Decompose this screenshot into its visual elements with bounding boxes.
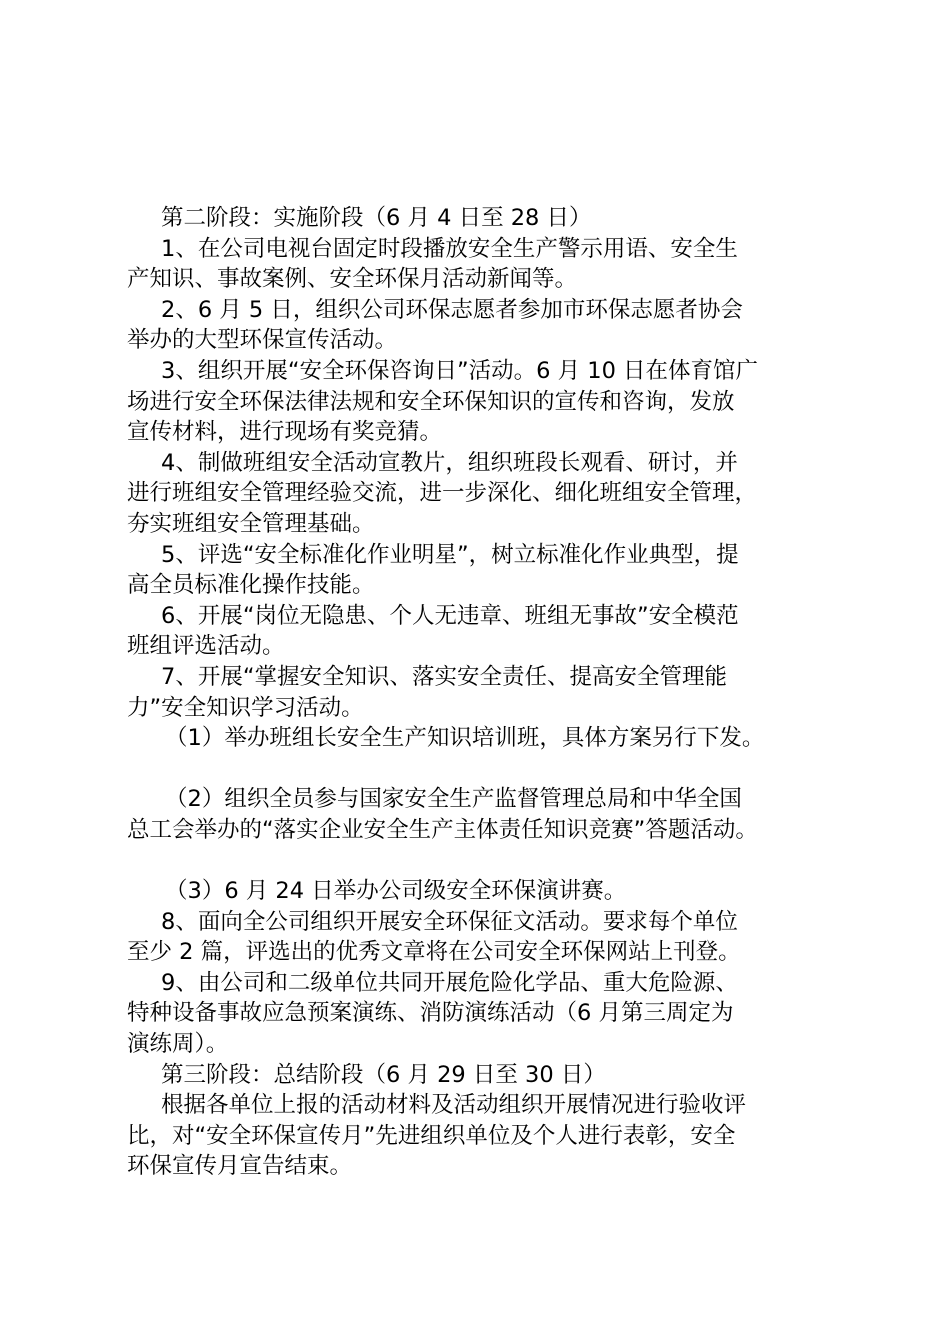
paragraph-line: 夯实班组安全管理基础。 — [127, 510, 375, 537]
stage-three-heading: 第三阶段：总结阶段（6 月 29 日至 30 日） — [161, 1061, 606, 1088]
paragraph-line: 7、开展“掌握安全知识、落实安全责任、提高安全管理能 — [161, 663, 727, 690]
paragraph-line: 班组评选活动。 — [127, 633, 285, 660]
paragraph-line: 2、6 月 5 日，组织公司环保志愿者参加市环保志愿者协会 — [161, 296, 743, 323]
paragraph-line: 6、开展“岗位无隐患、个人无违章、班组无事故”安全模范 — [161, 602, 739, 629]
paragraph-line: 9、由公司和二级单位共同开展危险化学品、重大危险源、 — [161, 969, 738, 996]
paragraph-line: 宣传材料，进行现场有奖竞猜。 — [127, 419, 443, 446]
paragraph-line: 5、评选“安全标准化作业明星”，树立标准化作业典型，提 — [161, 541, 739, 568]
paragraph-line: 4、制做班组安全活动宣教片，组织班段长观看、研讨，并 — [161, 449, 738, 476]
stage-two-heading: 第二阶段：实施阶段（6 月 4 日至 28 日） — [161, 205, 592, 231]
blank-line — [127, 845, 837, 876]
paragraph-line: 特种设备事故应急预案演练、消防演练活动（6 月第三周定为 — [127, 1000, 734, 1027]
paragraph-line: 高全员标准化操作技能。 — [127, 572, 375, 599]
sub-item-line: （2）组织全员参与国家安全生产监督管理总局和中华全国 — [165, 786, 742, 813]
paragraph-line: 举办的大型环保宣传活动。 — [127, 327, 398, 354]
paragraph-line: 根据各单位上报的活动材料及活动组织开展情况进行验收评 — [161, 1092, 747, 1119]
paragraph-line: 比，对“安全环保宣传月”先进组织单位及个人进行表彰，安全 — [127, 1122, 736, 1149]
blank-line — [127, 754, 837, 785]
paragraph-line: 演练周）。 — [127, 1031, 229, 1058]
document-body — [127, 203, 837, 1182]
paragraph-line: 环保宣传月宣告结束。 — [127, 1153, 353, 1180]
paragraph-line: 至少 2 篇，评选出的优秀文章将在公司安全环保网站上刊登。 — [127, 939, 741, 966]
paragraph-line: 8、面向全公司组织开展安全环保征文活动。要求每个单位 — [161, 908, 738, 935]
paragraph-line: 进行班组安全管理经验交流，进一步深化、细化班组安全管理， — [127, 480, 758, 507]
paragraph-line: 3、组织开展“安全环保咨询日”活动。6 月 10 日在体育馆广 — [161, 357, 759, 384]
sub-item-line: （3）6 月 24 日举办公司级安全环保演讲赛。 — [165, 878, 627, 905]
paragraph-line: 总工会举办的“落实企业安全生产主体责任知识竞赛”答题活动。 — [127, 816, 758, 843]
paragraph-line: 力”安全知识学习活动。 — [127, 694, 364, 721]
sub-item-line: （1）举办班组长安全生产知识培训班，具体方案另行下发。 — [165, 725, 765, 752]
paragraph-line: 场进行安全环保法律法规和安全环保知识的宣传和咨询，发放 — [127, 388, 735, 415]
paragraph-line: 1、在公司电视台固定时段播放安全生产警示用语、安全生 — [161, 235, 738, 262]
paragraph-line: 产知识、事故案例、安全环保月活动新闻等。 — [127, 266, 578, 293]
